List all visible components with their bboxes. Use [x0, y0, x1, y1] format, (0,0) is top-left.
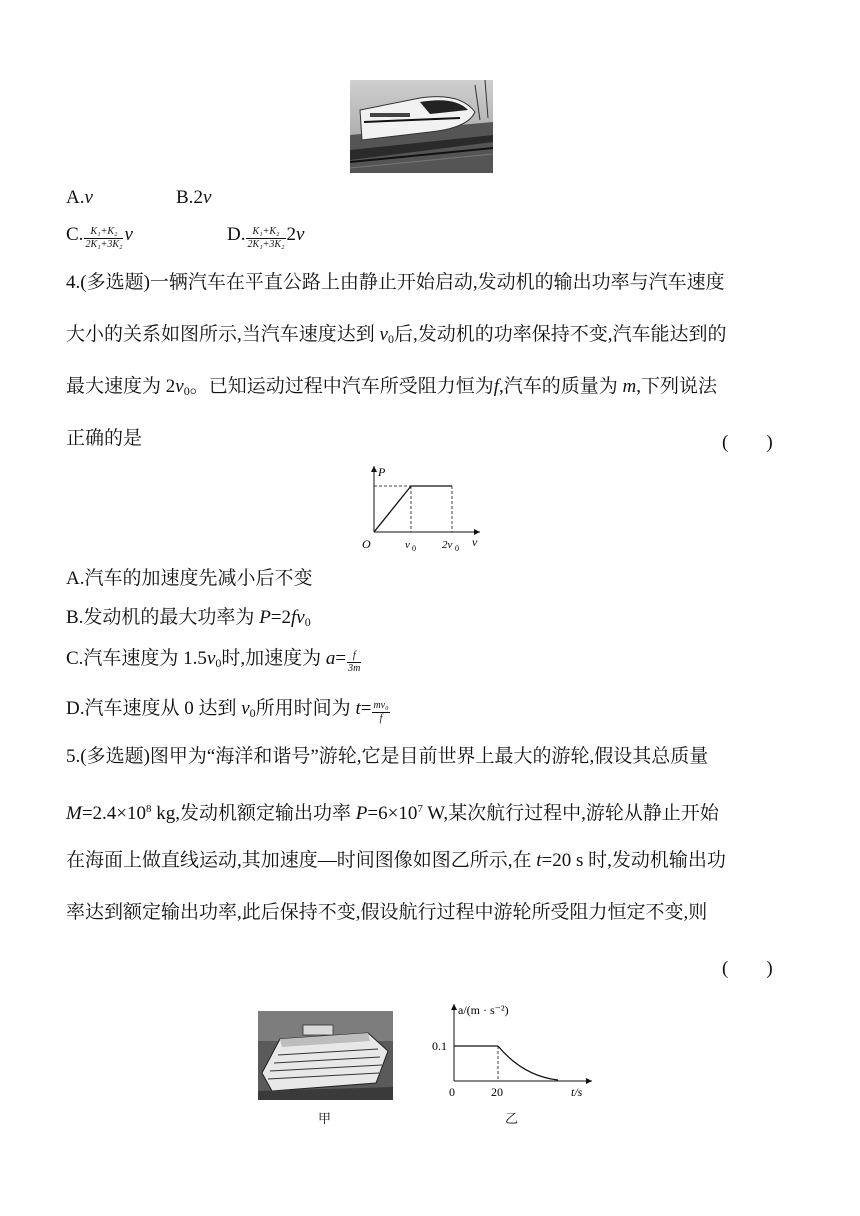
q4-stem-line2: 大小的关系如图所示,当汽车速度达到 $v_0$后,发动机的功率保持不变,汽车能达到的 — [66, 324, 727, 346]
q4-option-d: D.汽车速度从 0 达到 $v_0$所用时间为 t= $\frac{\text{mv₀}}{f}$ — [66, 698, 389, 724]
q4-option-a: A.汽车的加速度先减小后不变 — [66, 568, 313, 589]
tick-2v0-sub: 0 — [455, 544, 459, 553]
q4-stem-line3: 最大速度为 $2v_0$。已知运动过程中汽车所受阻力恒为f,汽车的质量为 m,下列说法 — [66, 376, 718, 398]
q5-acceleration-time-graph — [428, 998, 598, 1102]
origin-label: O — [362, 537, 371, 551]
q5-stem-line1: 5.(多选题)图甲为“海洋和谐号”游轮,它是目前世界上最大的游轮,假设其总质量 — [66, 746, 709, 767]
q4-option-c: C.汽车速度为 $1.5v_0$时,加速度为 a= $\frac{f}{3m}$ — [66, 648, 361, 674]
y-axis-label: a/(m · s⁻²) — [458, 1003, 509, 1017]
q3-option-c: C. $\frac{\text{K₁+K₂}}{\text{2K₁+3K₂}}$ v — [66, 224, 133, 250]
q5-stem-line3: 在海面上做直线运动,其加速度—时间图像如图乙所示,在 t=20 s 时,发动机输出功 — [66, 850, 726, 871]
figure-jia-caption: 甲 — [318, 1111, 332, 1126]
q4-answer-blank: ( ) — [722, 432, 773, 453]
figure-yi-caption: 乙 — [505, 1111, 519, 1126]
x-axis-label: t/s — [571, 1085, 583, 1099]
q4-option-b: B.发动机的最大功率为 $P=2fv_0$ — [66, 607, 311, 629]
fraction: $\frac{\text{K₁+K₂}}{\text{2K₁+3K₂}}$ — [85, 226, 123, 250]
fraction: $\frac{\text{K₁+K₂}}{\text{2K₁+3K₂}}$ — [247, 226, 285, 250]
tick-2v0: 2v — [442, 539, 453, 551]
fraction: $\frac{f}{3m}$ — [348, 650, 361, 674]
cruise-ship-photo — [258, 1011, 393, 1100]
x-tick-20: 20 — [491, 1085, 503, 1099]
fraction: $\frac{\text{mv₀}}{f}$ — [373, 700, 389, 724]
q5-stem-line2: $M=2.4\times 10^8$ kg,发动机额定输出功率 $P=6\times 10^7$ W,某次航行过程中,游轮从静止开始 — [66, 803, 719, 824]
x-origin: 0 — [449, 1085, 455, 1099]
y-tick-0.1: 0.1 — [432, 1039, 447, 1053]
maglev-train-photo — [350, 80, 493, 173]
q4-stem-line4: 正确的是 — [66, 428, 143, 449]
tick-v0-sub: 0 — [412, 544, 416, 553]
q5-answer-blank: ( ) — [722, 958, 773, 979]
q5-stem-line4: 率达到额定输出功率,此后保持不变,假设航行过程中游轮所受阻力恒定不变,则 — [66, 902, 708, 923]
q3-option-b: B.2v — [176, 187, 212, 208]
y-axis-label: P — [378, 465, 386, 479]
q4-stem-line1: 4.(多选题)一辆汽车在平直公路上由静止开始启动,发动机的输出功率与汽车速度 — [66, 272, 725, 293]
q3-option-d: D. $\frac{\text{K₁+K₂}}{\text{2K₁+3K₂}}$ 2v — [227, 224, 305, 250]
q4-power-velocity-graph — [358, 462, 486, 558]
tick-v0: v — [405, 539, 410, 551]
x-axis-label: v — [472, 535, 478, 549]
q3-option-a: A.v — [66, 187, 93, 208]
